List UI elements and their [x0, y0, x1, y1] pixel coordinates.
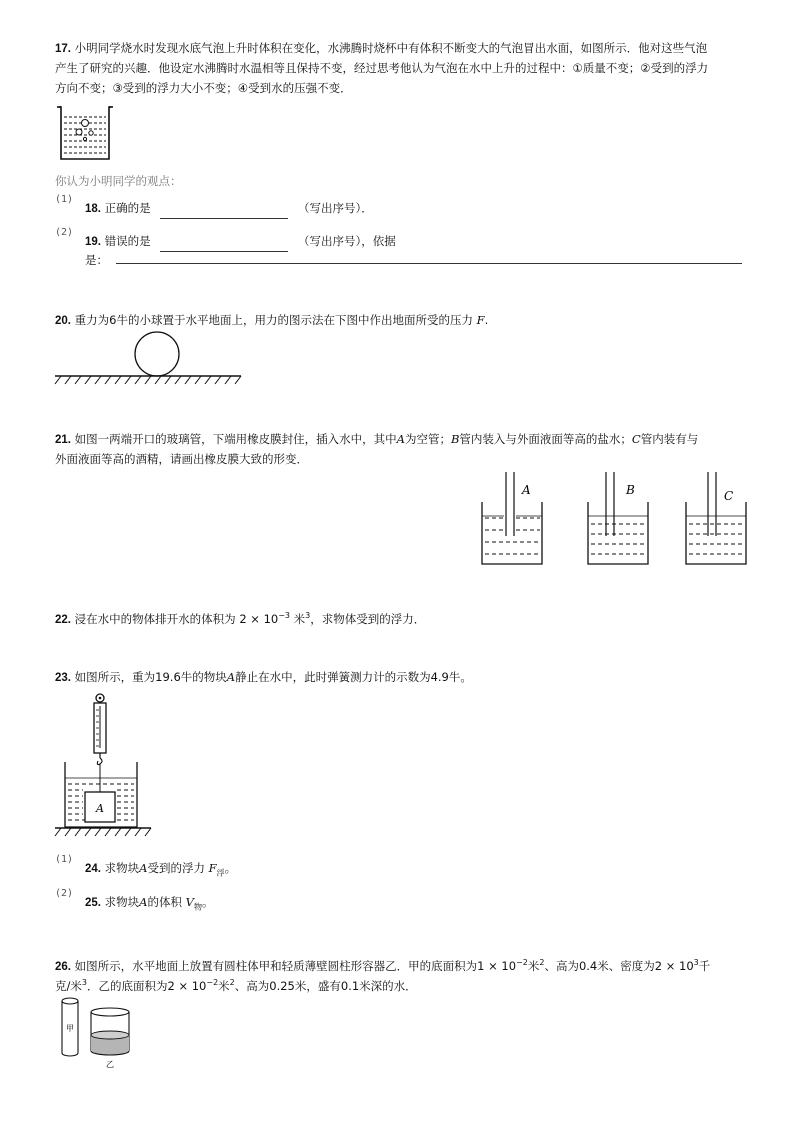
q24-text-b: 受到的浮力 — [147, 861, 205, 875]
tube-label-c: C — [724, 489, 734, 503]
tube-figure-b — [586, 470, 650, 566]
q20-text-end: . — [484, 313, 489, 327]
q18-suffix: （写出序号）． — [297, 201, 373, 215]
q26-density-exp: 3 — [693, 958, 699, 967]
q23-text-b: 静止在水中，此时弹簧测力计的示数为4.9牛。 — [235, 670, 472, 684]
q19-answer-blank[interactable] — [160, 238, 288, 252]
q22-unit: 米 — [293, 611, 306, 626]
q22-formula-exp: −3 — [278, 611, 291, 620]
container-yi-label: 乙 — [106, 1060, 114, 1069]
tube-label-b: B — [626, 483, 635, 497]
block-a-label: A — [96, 802, 104, 815]
q22-text-b: ，求物体受到的浮力． — [310, 611, 426, 626]
q19-row — [85, 231, 396, 252]
q24-row — [85, 858, 236, 883]
q20-row — [55, 310, 488, 331]
q26-unit-m2-b: 米 — [218, 978, 230, 993]
cylinder-jia-label: 甲 — [66, 1024, 74, 1033]
spring-scale-figure — [55, 692, 155, 842]
q20-number: 20. — [55, 315, 71, 327]
q25-var: A — [139, 895, 148, 909]
q26-text-c: 千 — [698, 958, 711, 973]
q26-unit-density-exp: 3 — [81, 978, 87, 987]
q26-unit-m2-b-exp: 2 — [229, 978, 235, 987]
q25-number: 25. — [85, 897, 101, 909]
q23-row — [55, 667, 472, 688]
q21-var-a: A — [396, 432, 405, 446]
q24-end: 。 — [224, 861, 237, 875]
q25-symbol: V — [185, 895, 194, 909]
q25-text-a: 求物块 — [104, 895, 140, 909]
q17-text-3: 方向不变；③受到的浮力大小不变；④受到水的压强不变． — [55, 81, 352, 95]
q17-line1 — [55, 38, 707, 59]
q24-number: 24. — [85, 863, 101, 875]
tube-figure-a — [480, 470, 544, 566]
q23-sub2-label: (2) — [55, 888, 74, 899]
q21-text-a: 如图一两端开口的玻璃管，下端用橡皮膜封住，插入水中，其中 — [74, 432, 397, 446]
q20-force-symbol: F — [476, 313, 485, 327]
q24-symbol: F — [208, 861, 217, 875]
q25-symbol-sub: 物 — [193, 902, 202, 912]
q26-unit-m2: 米 — [527, 958, 540, 973]
q19-suffix: （写出序号），依据 — [297, 234, 396, 248]
q23-sub1-label: (1) — [55, 854, 74, 865]
q19-number: 19. — [85, 236, 101, 248]
q17-text-2: 产生了研究的兴趣．他设定水沸腾时水温相等且保持不变，经过思考他认为气泡在水中上升的过程中：①质量不变；②受到的浮力 — [55, 61, 709, 75]
boiling-beaker-figure — [55, 103, 115, 163]
q21-line1 — [55, 429, 698, 450]
q22-text-a: 浸在水中的物体排开水的体积为 — [74, 611, 236, 626]
q19-reason-blank[interactable] — [116, 263, 742, 264]
q19-text: 错误的是 — [104, 234, 151, 248]
q17-prompt: 你认为小明同学的观点： — [55, 174, 182, 188]
q24-symbol-sub: 浮 — [216, 868, 225, 878]
q26-number: 26. — [55, 960, 71, 973]
q22-number: 22. — [55, 613, 71, 626]
q21-var-b: B — [450, 432, 460, 446]
q26-unit-density: 克/米 — [55, 978, 82, 993]
ball-on-ground-figure — [55, 332, 245, 392]
q21-var-c: C — [631, 432, 641, 446]
q18-row — [85, 198, 373, 219]
q21-text-b: 为空管； — [404, 432, 451, 446]
q26-area-b-exp: −2 — [206, 978, 219, 987]
q26-text-a: 如图所示，水平地面上放置有圆柱体甲和轻质薄壁圆柱形容器乙．甲的底面积为 — [74, 958, 478, 973]
q17-sub2-label: (2) — [55, 227, 74, 238]
q24-var: A — [139, 861, 148, 875]
q20-text: 重力为6牛的小球置于水平地面上，用力的图示法在下图中作出地面所受的压力 — [74, 313, 473, 327]
q22-unit-exp: 3 — [305, 611, 311, 620]
q18-number: 18. — [85, 203, 101, 215]
q22-formula: 2 × 10 — [239, 611, 279, 626]
q19-reason-label: 是： — [85, 253, 108, 267]
tube-label-a: A — [522, 483, 531, 497]
q25-text-b: 的体积 — [147, 895, 182, 909]
q17-sub1-label: (1) — [55, 194, 74, 205]
q17-text-1: 小明同学烧水时发现水底气泡上升时体积在变化，水沸腾时烧杯中有体积不断变大的气泡冒出水面，如图所示．他对这些气泡 — [74, 41, 708, 55]
q24-text-a: 求物块 — [104, 861, 140, 875]
q23-text-a: 如图所示，重为19.6牛的物块 — [74, 670, 227, 684]
q26-area-a: 1 × 10 — [477, 958, 517, 973]
q26-area-a-exp: −2 — [516, 958, 528, 967]
q23-var: A — [226, 670, 236, 684]
q26-line2 — [55, 973, 417, 996]
q21-text-c: 管内装入与外面液面等高的盐水； — [459, 432, 632, 446]
q21-text-d: 管内装有与 — [640, 432, 699, 446]
q26-density: 2 × 10 — [654, 958, 694, 973]
cylinders-figure — [55, 995, 145, 1070]
q21-number: 21. — [55, 434, 71, 446]
q21-line2: 外面液面等高的酒精，请画出橡皮膜大致的形变． — [55, 452, 308, 466]
q26-text-b: 、高为0.4米、密度为 — [544, 958, 655, 973]
q25-end: 。 — [201, 895, 214, 909]
q26-text-e: 、高为0.25米，盛有0.1米深的水． — [234, 978, 417, 993]
q25-row — [85, 892, 213, 917]
q26-text-d: ．乙的底面积为 — [86, 978, 168, 993]
q18-answer-blank[interactable] — [160, 205, 288, 219]
q26-unit-m2-exp: 2 — [539, 958, 545, 967]
q22-row — [55, 606, 425, 630]
q17-number: 17. — [55, 43, 71, 55]
q18-text: 正确的是 — [104, 201, 151, 215]
tube-figure-c — [684, 470, 748, 566]
q26-area-b: 2 × 10 — [167, 978, 207, 993]
q23-number: 23. — [55, 672, 71, 684]
